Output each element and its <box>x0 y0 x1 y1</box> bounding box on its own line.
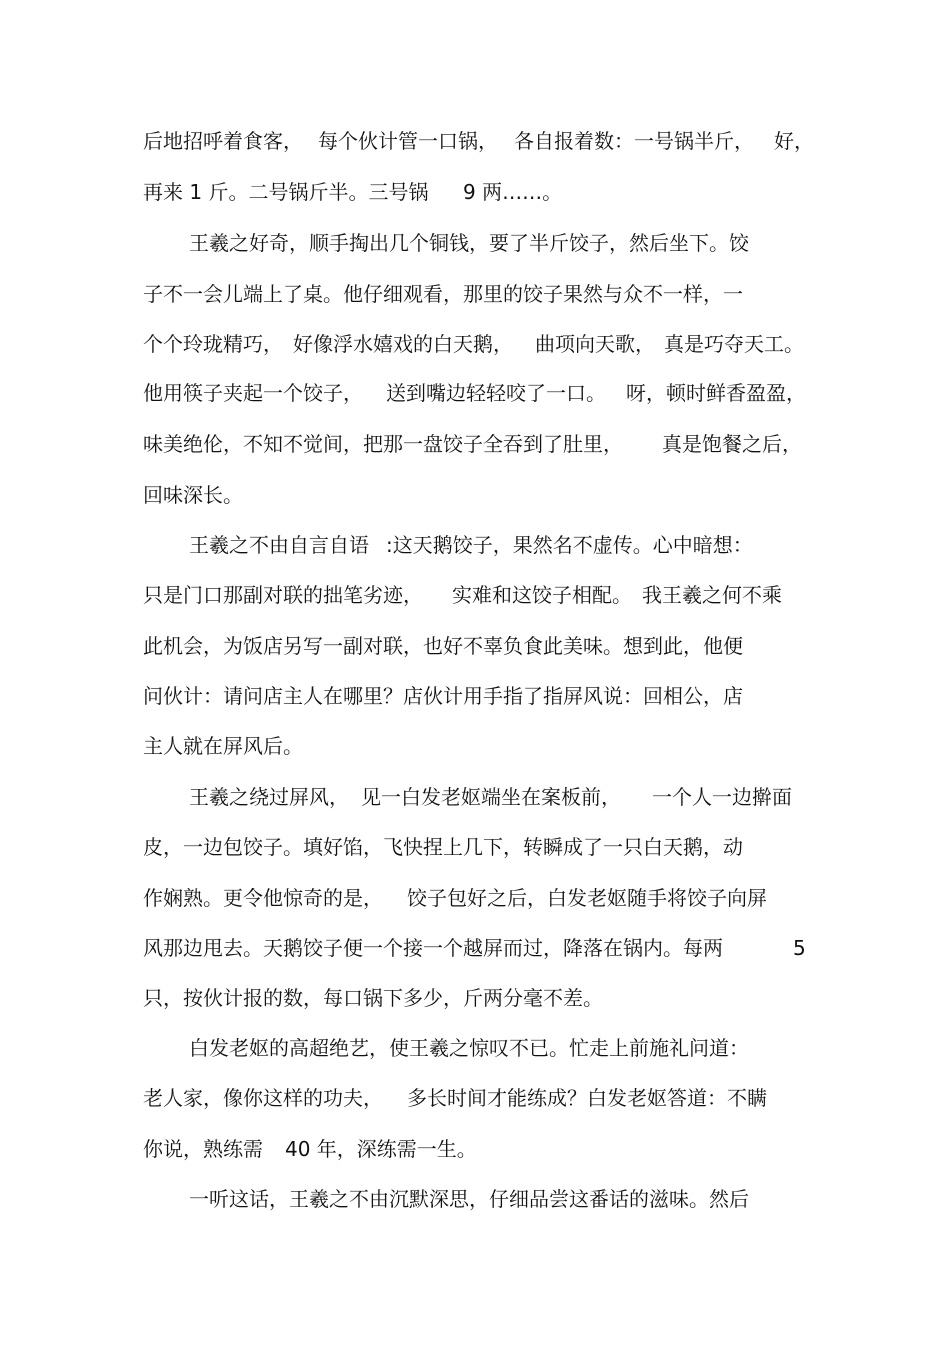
text-line <box>0 1134 477 1164</box>
text-segment: 只，按伙计报的数，每口锅下多少，斤两分毫不差。 <box>143 986 603 1010</box>
text-segment: 皮，一边包饺子。填好馅，飞快捏上几下，转瞬成了一只白天鹅，动 <box>143 835 743 859</box>
text-segment: 9 两……。 <box>463 180 563 204</box>
text-segment: 一听这话，王羲之不由沉默深思，仔细品尝这番话的滋味。然后 <box>189 1187 749 1211</box>
text-segment: 我王羲之何不乘 <box>642 583 782 607</box>
text-line <box>0 329 804 359</box>
text-segment: :这天鹅饺子，果然名不虚传。心中暗想： <box>386 533 753 557</box>
text-segment: 王羲之不由自言自语 <box>189 533 369 557</box>
text-line <box>0 480 243 510</box>
text-segment: 实难和这饺子相配。 <box>452 583 632 607</box>
text-line <box>0 378 806 408</box>
text-segment: 作娴熟。更令他惊奇的是， <box>143 886 383 910</box>
text-segment: 好像浮水嬉戏的白天鹅， <box>293 332 513 356</box>
text-line <box>0 177 563 207</box>
text-segment: 老人家，像你这样的功夫， <box>143 1086 383 1110</box>
text-segment: 每个伙计管一口锅， <box>318 129 498 153</box>
text-segment: 曲项向天歌， <box>535 332 655 356</box>
page-number: 5 <box>793 936 806 960</box>
text-segment: 再来 1 斤。二号锅斤半。三号锅 <box>143 180 429 204</box>
text-segment: 主人就在屏风后。 <box>143 734 303 758</box>
text-line <box>0 681 743 711</box>
text-segment: 多长时间才能练成？白发老妪答道：不瞒 <box>407 1086 767 1110</box>
paragraph-first-line <box>0 1184 749 1214</box>
text-line <box>0 580 782 610</box>
text-segment: 你说，熟练需 <box>143 1137 263 1161</box>
text-segment: 王羲之绕过屏风， <box>189 785 349 809</box>
text-segment: 后地招呼着食客， <box>143 129 303 153</box>
text-segment: 回味深长。 <box>143 483 243 507</box>
text-segment: 40 年，深练需一生。 <box>285 1137 477 1161</box>
text-segment: 子不一会儿端上了桌。他仔细观看，那里的饺子果然与众不一样，一 <box>143 282 743 306</box>
text-segment: 只是门口那副对联的拙笔劣迹， <box>143 583 423 607</box>
text-segment: 个个玲珑精巧， <box>143 332 283 356</box>
text-segment: 呀，顿时鲜香盈盈， <box>626 381 806 405</box>
text-segment: 风那边甩去。天鹅饺子便一个接一个越屏而过，降落在锅内。每两 <box>143 936 723 960</box>
paragraph-first-line <box>0 530 753 560</box>
text-line <box>0 933 806 963</box>
text-segment: 问伙计：请问店主人在哪里？店伙计用手指了指屏风说：回相公，店 <box>143 684 743 708</box>
text-line <box>0 731 303 761</box>
paragraph-first-line <box>0 1033 749 1063</box>
text-segment: 饺子包好之后，白发老妪随手将饺子向屏 <box>407 886 767 910</box>
text-segment: 味美绝伦，不知不觉间，把那一盘饺子全吞到了肚里， <box>143 432 623 456</box>
paragraph-first-line <box>0 228 749 258</box>
text-segment: 白发老妪的高超绝艺，使王羲之惊叹不已。忙走上前施礼问道： <box>189 1036 749 1060</box>
text-line <box>0 983 603 1013</box>
text-segment: 此机会，为饭店另写一副对联，也好不辜负食此美味。想到此，他便 <box>143 634 743 658</box>
text-line <box>0 631 743 661</box>
text-line <box>0 883 767 913</box>
text-line <box>0 279 743 309</box>
text-line <box>0 1083 767 1113</box>
text-segment: 见一白发老妪端坐在案板前， <box>361 785 621 809</box>
text-segment: 送到嘴边轻轻咬了一口。 <box>386 381 606 405</box>
text-segment: 一个人一边擀面 <box>652 785 792 809</box>
text-line <box>0 126 814 156</box>
text-segment: 他用筷子夹起一个饺子， <box>143 381 363 405</box>
text-segment: 真是饱餐之后， <box>662 432 802 456</box>
text-line <box>0 832 743 862</box>
paragraph-first-line <box>0 782 792 812</box>
text-segment: 各自报着数：一号锅半斤， <box>514 129 754 153</box>
text-segment: 好， <box>774 129 814 153</box>
text-segment: 王羲之好奇，顺手掏出几个铜钱，要了半斤饺子，然后坐下。饺 <box>189 231 749 255</box>
text-segment: 真是巧夺天工。 <box>664 332 804 356</box>
text-line <box>0 429 802 459</box>
